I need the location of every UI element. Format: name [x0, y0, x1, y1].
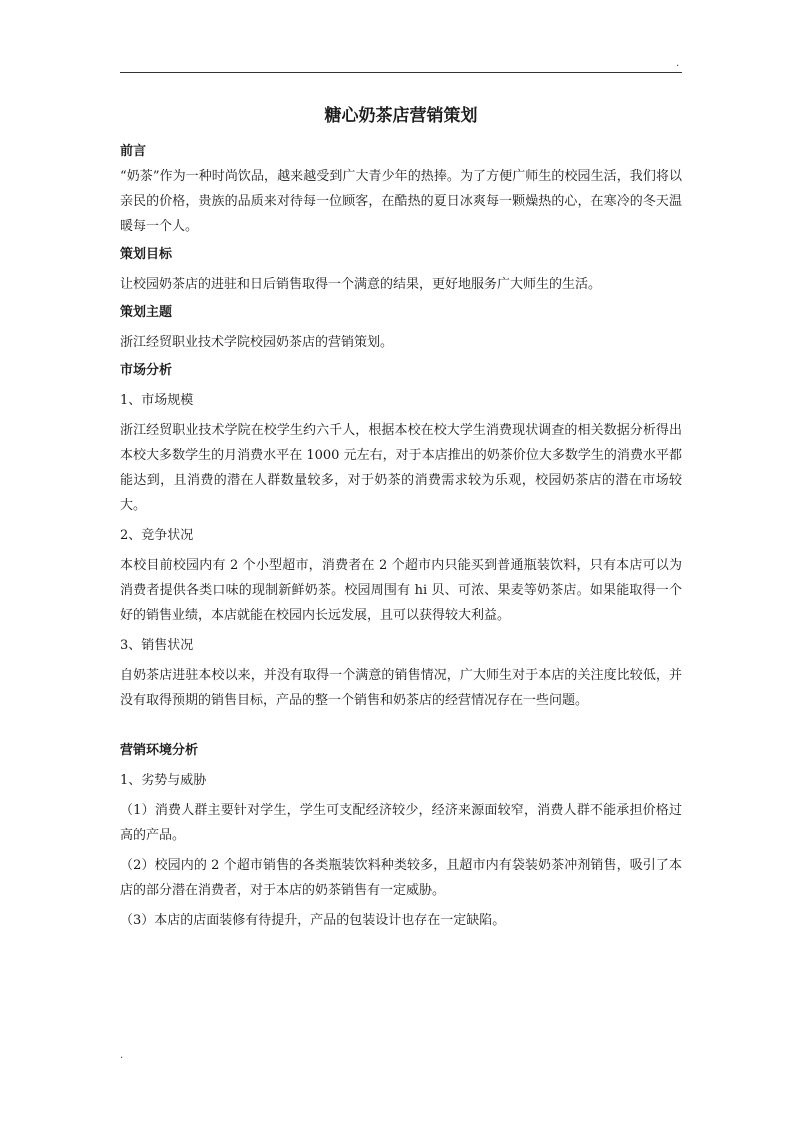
preface-text: “奶茶”作为一种时尚饮品，越来越受到广大青少年的热捧。为了方便广师生的校园生活，我们将以亲民的价格，贵族的品质来对待每一位顾客，在酷热的夏日冰爽每一颗燥热的心，在寒冷的冬天温暖每一个人。 — [120, 169, 682, 234]
document-body — [120, 100, 682, 933]
weakness-item-2: （2）校园内的 2 个超市销售的各类瓶装饮料种类较多，且超市内有袋装奶茶冲剂销售，吸引了本店的部分潜在消费者，对于本店的奶茶销售有一定威胁。 — [120, 858, 682, 898]
competition-title: 2、竞争状况 — [120, 528, 194, 543]
preface-heading: 前言 — [120, 144, 147, 159]
market-heading: 市场分析 — [120, 363, 173, 378]
theme-heading: 策划主题 — [120, 305, 173, 320]
sales-title: 3、销售状况 — [120, 638, 194, 653]
weakness-title: 1、劣势与威胁 — [120, 773, 207, 788]
section-gap — [120, 713, 682, 735]
goal-text: 让校园奶茶店的进驻和日后销售取得一个满意的结果，更好地服务广大师生的生活。 — [120, 277, 602, 292]
header-rule — [120, 72, 682, 73]
header-mark: . — [676, 58, 680, 69]
sales-text: 自奶茶店进驻本校以来，并没有取得一个满意的销售情况，广大师生对于本店的关注度比较低，并没有取得预期的销售目标，产品的整一个销售和奶茶店的经营情况存在一些问题。 — [120, 668, 682, 708]
market-scale-title: 1、市场规模 — [120, 393, 194, 408]
footer-mark: . — [120, 1050, 124, 1061]
market-scale-text: 浙江经贸职业技术学院在校学生约六千人，根据本校在校大学生消费现状调查的相关数据分析得出本校大多数学生的月消费水平在 1000 元左右，对于本店推出的奶茶价位大多数学生的消费水平都能达到，且消费的潜在人群数量较多，对于奶茶的消费需求较为乐观，校园奶茶店的潜在市场较大。 — [120, 423, 682, 513]
env-heading: 营销环境分析 — [120, 743, 199, 758]
competition-text: 本校目前校园内有 2 个小型超市，消费者在 2 个超市内只能买到普通瓶装饮料，只有本店可以为消费者提供各类口味的现制新鲜奶茶。校园周围有 hi 贝、可浓、果麦等奶茶店。如果能取得一个好的销售业绩，本店就能在校园内长远发展，且可以获得较大利益。 — [120, 558, 682, 623]
document-title: 糖心奶茶店营销策划 — [324, 106, 478, 126]
weakness-item-3: （3）本店的店面装修有待提升，产品的包装设计也存在一定缺陷。 — [120, 913, 506, 928]
weakness-item-1: （1）消费人群主要针对学生，学生可支配经济较少，经济来源面较窄，消费人群不能承担价格过高的产品。 — [120, 803, 682, 843]
theme-text: 浙江经贸职业技术学院校园奶茶店的营销策划。 — [120, 335, 394, 350]
goal-heading: 策划目标 — [120, 247, 173, 262]
